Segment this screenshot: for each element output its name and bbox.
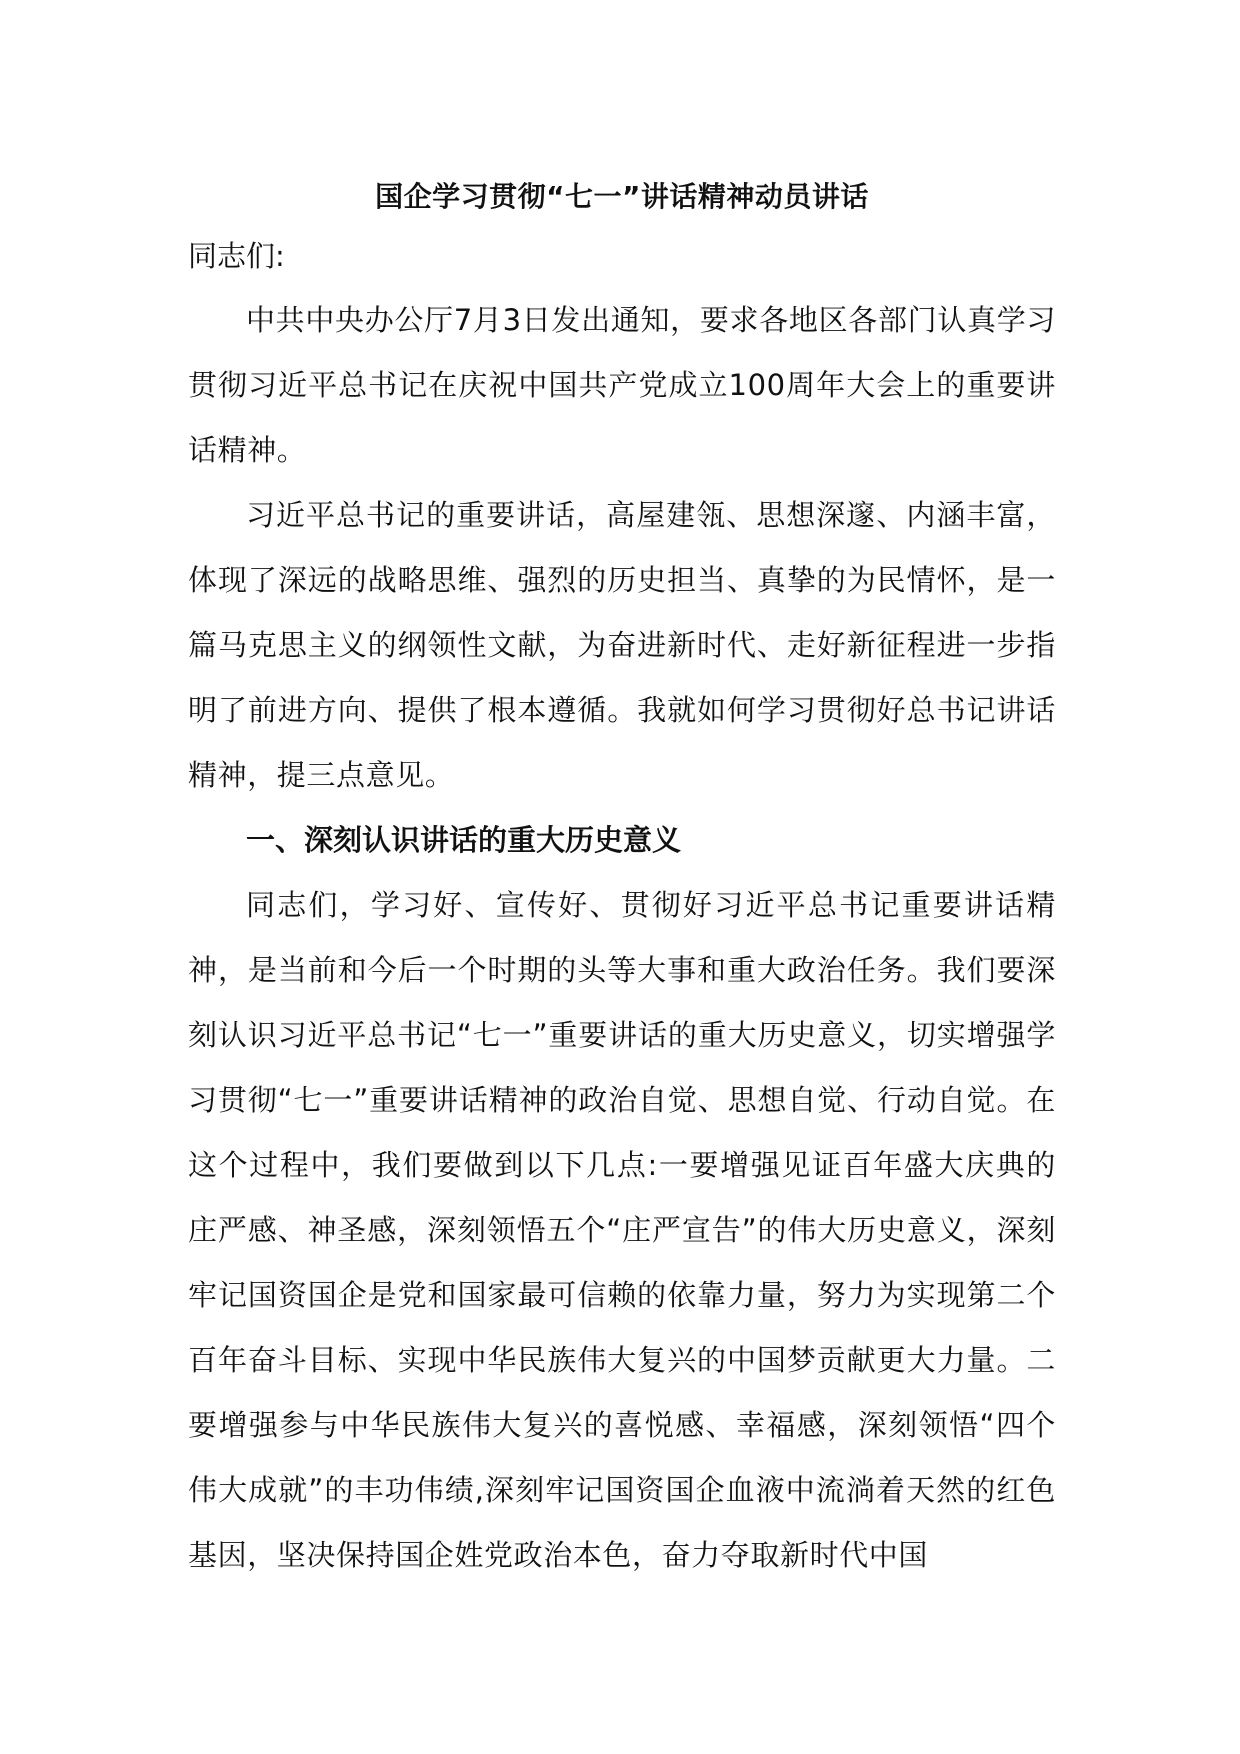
paragraph-notice: 中共中央办公厅7月3日发出通知，要求各地区各部门认真学习贯彻习近平总书记在庆祝中国共产党成立100周年大会上的重要讲话精神。 (188, 303, 1056, 467)
section-heading-1: 一、深刻认识讲话的重大历史意义 (246, 823, 682, 857)
paragraph-speech-significance: 习近平总书记的重要讲话，高屋建瓴、思想深邃、内涵丰富，体现了深远的战略思维、强烈的历史担当、真挚的为民情怀，是一篇马克思主义的纲领性文献，为奋进新时代、走好新征程进一步指明了前进方向、提供了根本遵循。我就如何学习贯彻好总书记讲话精神，提三点意见。 (188, 498, 1056, 792)
document-title: 国企学习贯彻“七一”讲话精神动员讲话 (375, 180, 869, 213)
section-1-paragraph: 同志们，学习好、宣传好、贯彻好习近平总书记重要讲话精神，是当前和今后一个时期的头等大事和重大政治任务。我们要深刻认识习近平总书记“七一”重要讲话的重大历史意义，切实增强学习贯彻“七一”重要讲话精神的政治自觉、思想自觉、行动自觉。在这个过程中，我们要做到以下几点:一要增强见证百年盛大庆典的庄严感、神圣感，深刻领悟五个“庄严宣告”的伟大历史意义，深刻牢记国资国企是党和国家最可信赖的依靠力量，努力为实现第二个百年奋斗目标、实现中华民族伟大复兴的中国梦贡献更大力量。二要增强参与中华民族伟大复兴的喜悦感、幸福感，深刻领悟“四个伟大成就”的丰功伟绩,深刻牢记国资国企血液中流淌着天然的红色基因，坚决保持国企姓党政治本色，奋力夺取新时代中国 (188, 888, 1056, 1572)
salutation: 同志们: (188, 239, 285, 273)
document-body (188, 170, 1056, 1588)
